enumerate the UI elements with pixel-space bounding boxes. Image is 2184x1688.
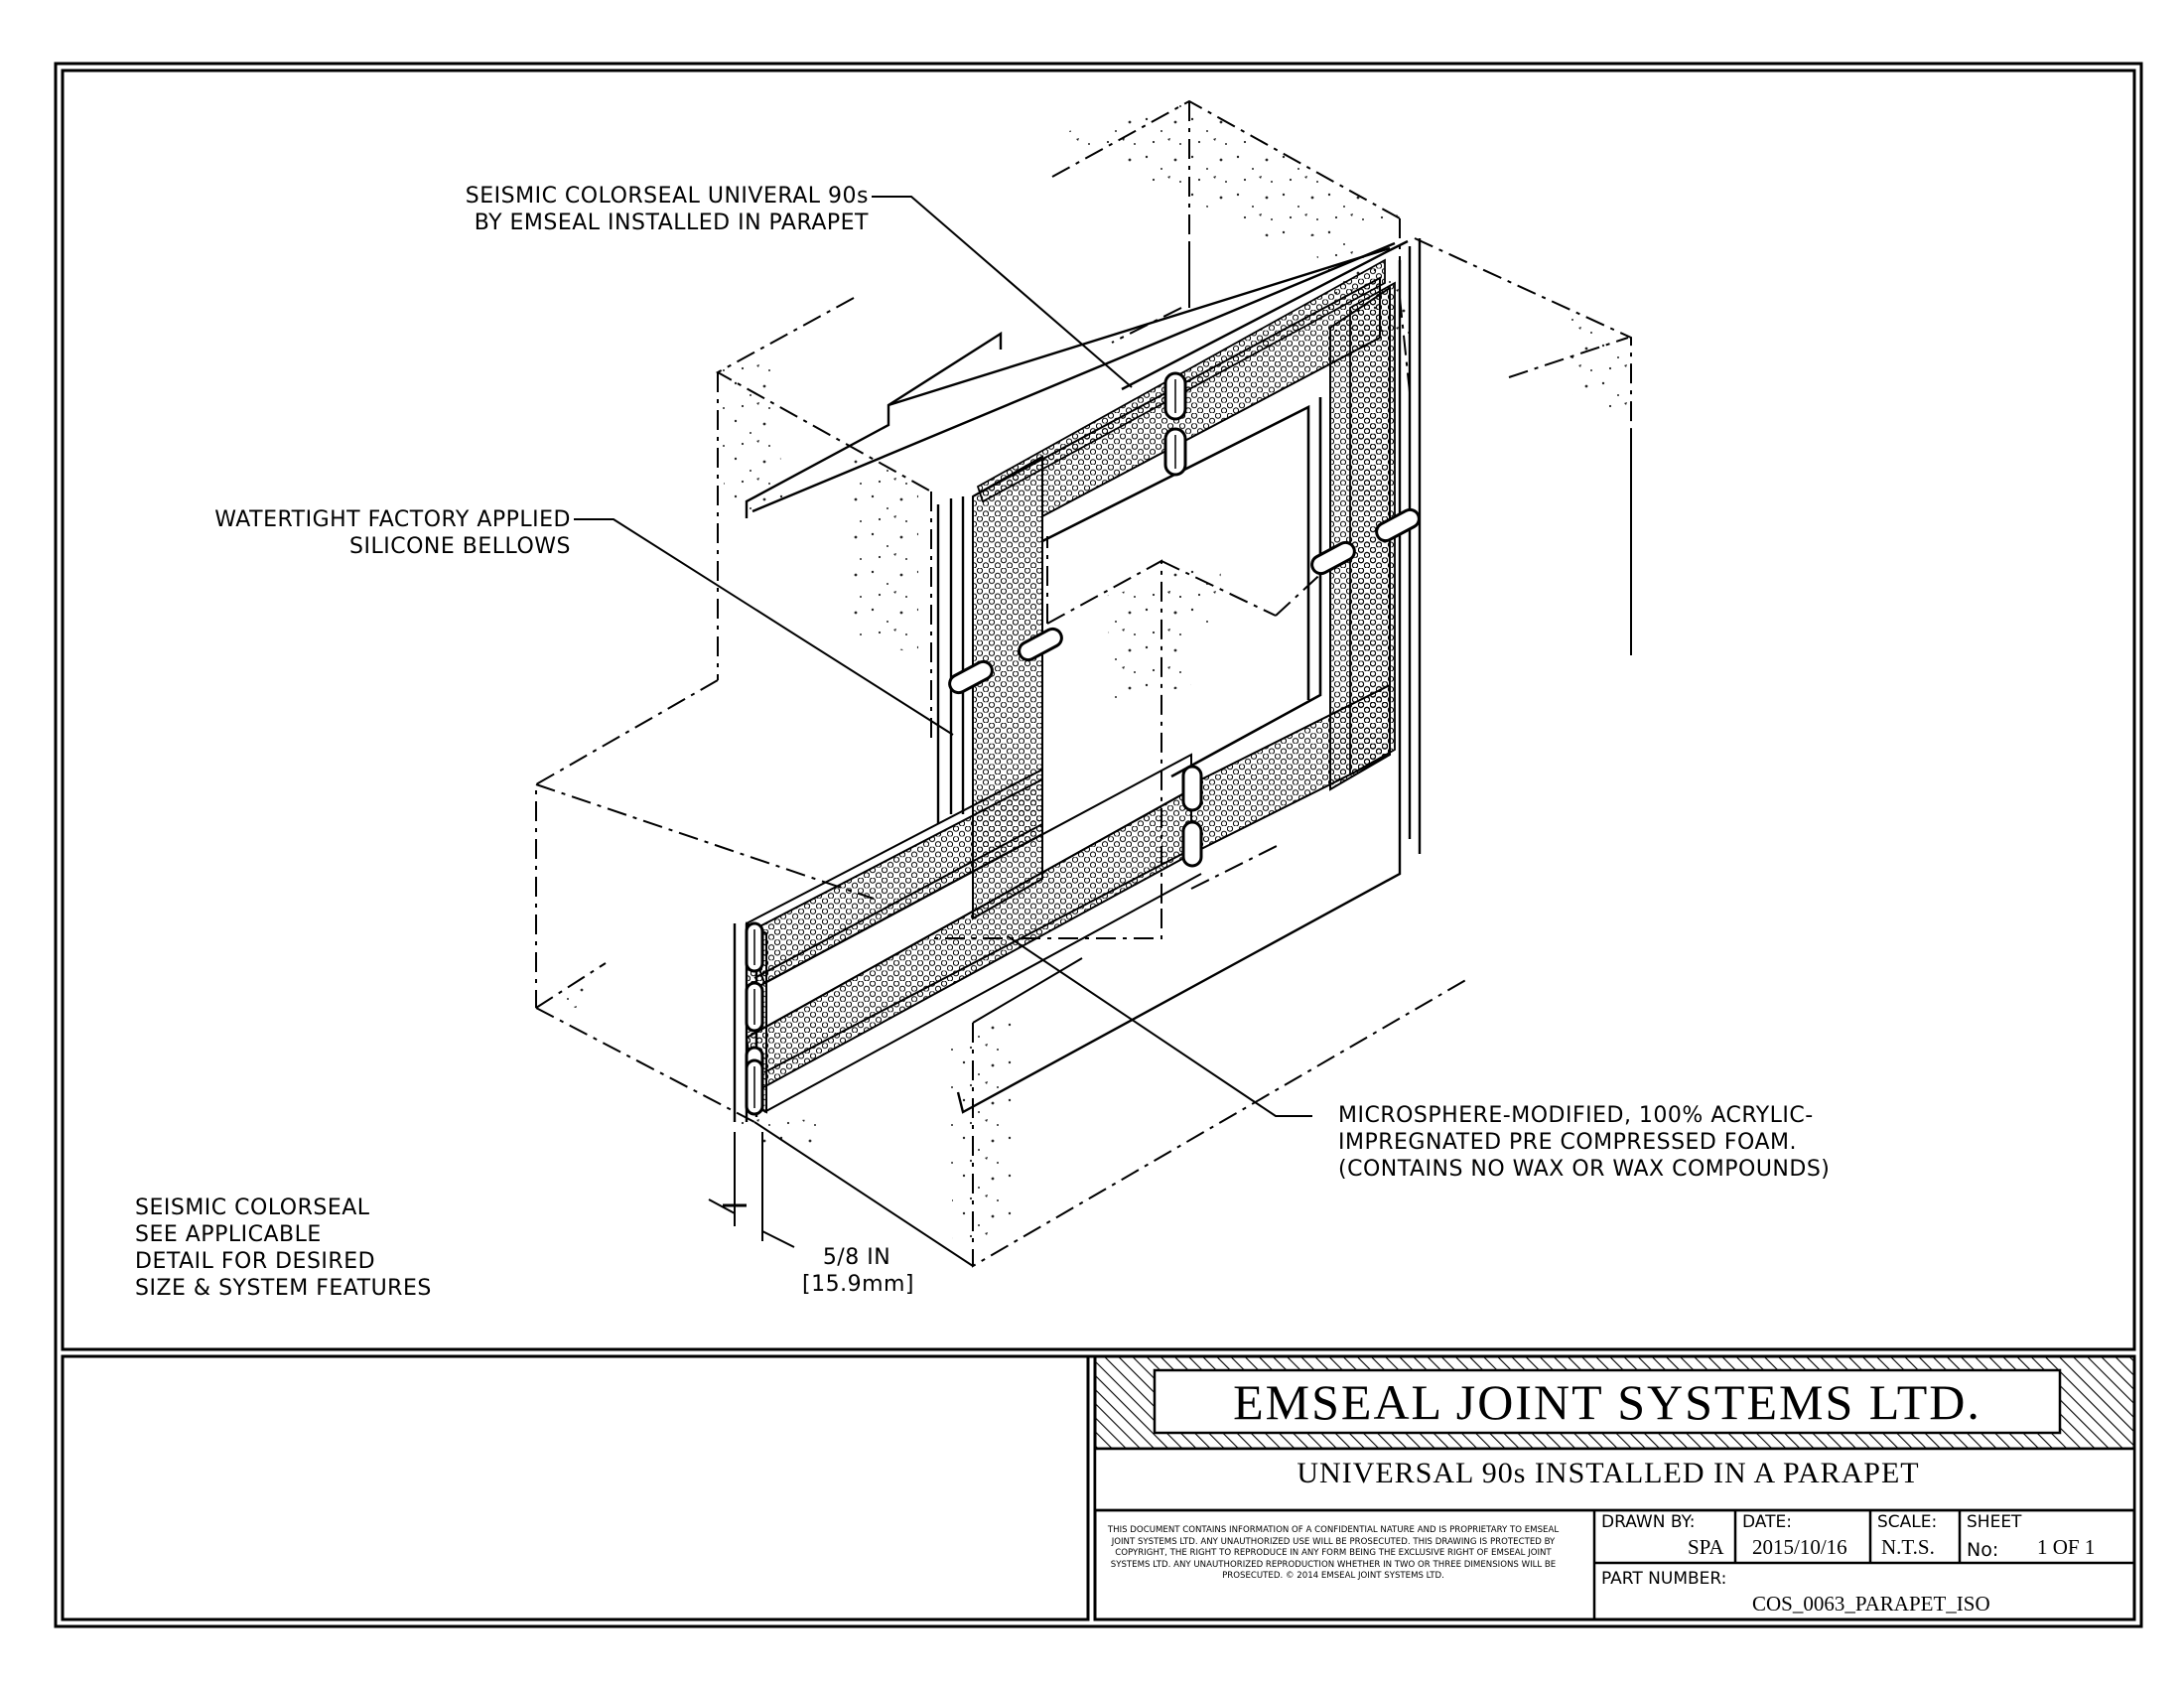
dimension-label xyxy=(802,1244,915,1298)
general-note xyxy=(135,1195,432,1302)
callout-foam xyxy=(1338,1102,1830,1183)
callout-bellows-line-1: WATERTIGHT FACTORY APPLIED xyxy=(214,507,571,532)
callout-foam-line-3: (CONTAINS NO WAX OR WAX COMPOUNDS) xyxy=(1338,1157,1831,1182)
callout-bellows-line-2: SILICONE BELLOWS xyxy=(349,534,571,559)
concrete-stipple xyxy=(556,101,1628,1241)
callout-seismic-colorseal-line-2: BY EMSEAL INSTALLED IN PARAPET xyxy=(474,211,869,235)
isometric-detail xyxy=(536,101,1631,1266)
part-number-label: PART NUMBER: xyxy=(1601,1569,1727,1589)
dimension-imperial: 5/8 IN xyxy=(822,1245,891,1270)
date-value: 2015/10/16 xyxy=(1752,1535,1847,1559)
scale-label: SCALE: xyxy=(1877,1512,1938,1532)
drawn-by-value: SPA xyxy=(1688,1535,1724,1559)
disclaimer-text: THIS DOCUMENT CONTAINS INFORMATION OF A CONFIDENTIAL NATURE AND IS PROPRIETARY TO EMSEAL JOINT SYSTEMS LTD. ANY UNAUTHORIZED USE WILL BE PROSECUTED. THIS DRAWING IS PROTECTED BY COPYRIGHT, THE RIGHT TO REPRODUCE IN ANY FORM BEING THE EXCLUSIVE RIGHT OF EMSEAL JOINT SYSTEMS LTD. ANY UNAUTHORIZED REPRODUCTION WHETHER IN TWO OR THREE DIMENSIONS WILL BE PROSECUTED. © 2014 EMSEAL JOINT SYSTEMS LTD. xyxy=(1107,1525,1560,1581)
scale-value: N.T.S. xyxy=(1881,1535,1935,1559)
drawn-by-label: DRAWN BY: xyxy=(1601,1512,1696,1532)
callout-foam-line-1: MICROSPHERE-MODIFIED, 100% ACRYLIC- xyxy=(1338,1103,1814,1128)
callout-foam-line-2: IMPREGNATED PRE COMPRESSED FOAM. xyxy=(1338,1130,1797,1155)
general-note-line-3: DETAIL FOR DESIRED xyxy=(135,1249,376,1274)
general-note-line-4: SIZE & SYSTEM FEATURES xyxy=(135,1276,432,1301)
sheet-label: SHEET xyxy=(1967,1512,2022,1532)
drawing-title: UNIVERSAL 90s INSTALLED IN A PARAPET xyxy=(1297,1457,1920,1489)
callout-seismic-colorseal-line-1: SEISMIC COLORSEAL UNIVERAL 90s xyxy=(465,184,869,209)
sheet-no-label: No: xyxy=(1967,1539,1999,1561)
company-name: EMSEAL JOINT SYSTEMS LTD. xyxy=(1233,1374,1981,1430)
general-note-line-1: SEISMIC COLORSEAL xyxy=(135,1196,370,1220)
sheet-no-value: 1 OF 1 xyxy=(2037,1535,2096,1559)
dimension-metric: [15.9mm] xyxy=(802,1272,915,1297)
general-note-line-2: SEE APPLICABLE xyxy=(135,1222,322,1247)
callout-bellows xyxy=(199,506,571,560)
part-number-value: COS_0063_PARAPET_ISO xyxy=(1752,1592,1990,1616)
date-label: DATE: xyxy=(1742,1512,1792,1532)
callout-seismic-colorseal xyxy=(427,183,869,236)
